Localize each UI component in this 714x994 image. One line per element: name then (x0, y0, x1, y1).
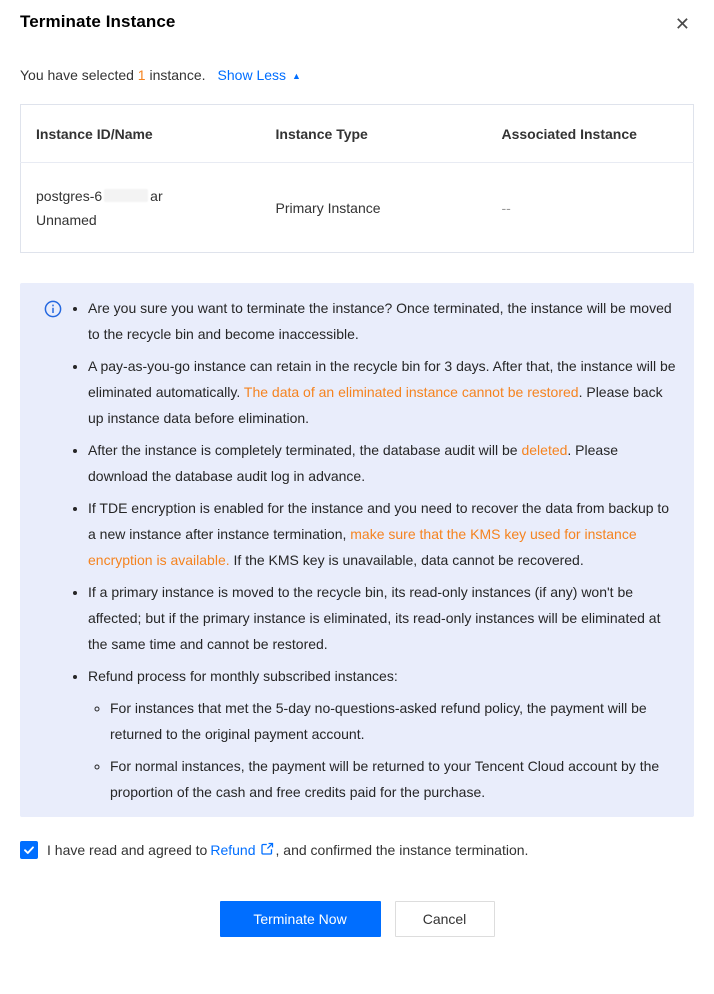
instance-id-prefix: postgres-6 (36, 187, 103, 204)
warning-notice-box (20, 283, 694, 817)
dialog-footer (20, 901, 694, 937)
info-icon (44, 300, 62, 321)
notice-text: . Please download the database audit log in advance. (88, 442, 618, 484)
agreement-row (20, 841, 694, 859)
summary-suffix: instance. (145, 67, 206, 83)
dialog-header (20, 0, 694, 35)
notice-emphasis: The data of an eliminated instance cannot be restored (243, 384, 579, 400)
selection-summary (20, 67, 694, 83)
list-item (88, 295, 676, 347)
summary-prefix: You have selected (20, 67, 138, 83)
list-item (88, 437, 676, 489)
redacted-id-segment (104, 189, 148, 202)
column-header-instance-type: Instance Type (261, 105, 487, 163)
notice-emphasis: make sure that the KMS key used for instance encryption is available. (88, 526, 637, 568)
terminate-now-button[interactable]: Terminate Now (220, 901, 381, 937)
instance-type-value: Primary Instance (275, 199, 381, 216)
check-icon (23, 844, 35, 856)
close-icon[interactable]: ✕ (674, 14, 690, 34)
agreement-text-post: , and confirmed the instance termination. (275, 842, 529, 858)
column-header-instance-id: Instance ID/Name (21, 105, 261, 163)
list-item (110, 753, 676, 805)
table-row (21, 163, 694, 253)
selected-instances-table (20, 104, 694, 253)
notice-text: . Please back up instance data before elimination. (88, 384, 663, 426)
notice-text: A pay-as-you-go instance can retain in the recycle bin for 3 days. After that, the instance will be eliminated automatically. (88, 358, 676, 400)
notice-list (62, 295, 676, 805)
refund-link[interactable]: Refund (210, 842, 256, 858)
show-less-link[interactable]: Show Less (217, 67, 287, 83)
instance-name: Unnamed (36, 211, 97, 228)
list-item (110, 695, 676, 747)
associated-instance-value: -- (501, 199, 511, 216)
external-link-icon[interactable] (261, 842, 274, 858)
list-item (88, 353, 676, 431)
notice-text: After the instance is completely terminated, the database audit will be (88, 442, 522, 458)
list-item (88, 579, 676, 657)
agreement-checkbox[interactable] (20, 841, 38, 859)
table-header-row (21, 105, 694, 163)
list-item (88, 495, 676, 573)
instance-id-suffix: ar (150, 187, 163, 204)
notice-text: If the KMS key is unavailable, data cannot be recovered. (229, 552, 584, 568)
cell-instance-type (261, 163, 487, 253)
cell-instance-id-name (21, 163, 261, 253)
notice-text: For instances that met the 5-day no-questions-asked refund policy, the payment will be returned to the original payment account. (110, 700, 647, 742)
agreement-text-pre: I have read and agreed to (47, 842, 208, 858)
notice-text: Are you sure you want to terminate the instance? Once terminated, the instance will be moved to the recycle bin and become inaccessible. (88, 300, 672, 342)
notice-text: For normal instances, the payment will be returned to your Tencent Cloud account by the proportion of the cash and free credits paid for the purchase. (110, 758, 660, 800)
notice-text: If a primary instance is moved to the recycle bin, its read-only instances (if any) won't be affected; but if the primary instance is eliminated, its read-only instances will be eliminated at the same time and cannot be restored. (88, 584, 661, 652)
list-item (88, 663, 676, 805)
refund-sub-list (88, 695, 676, 805)
caret-up-icon[interactable]: ▲ (292, 71, 301, 81)
column-header-associated-instance: Associated Instance (487, 105, 694, 163)
cancel-button[interactable]: Cancel (395, 901, 495, 937)
cell-associated-instance (487, 163, 694, 253)
notice-emphasis: deleted (521, 442, 568, 458)
selected-count: 1 (137, 67, 146, 83)
page-title: Terminate Instance (20, 12, 176, 31)
notice-text: Refund process for monthly subscribed instances: (88, 668, 398, 684)
notice-text: If TDE encryption is enabled for the instance and you need to recover the data from backup to a new instance after instance termination, (88, 500, 670, 542)
